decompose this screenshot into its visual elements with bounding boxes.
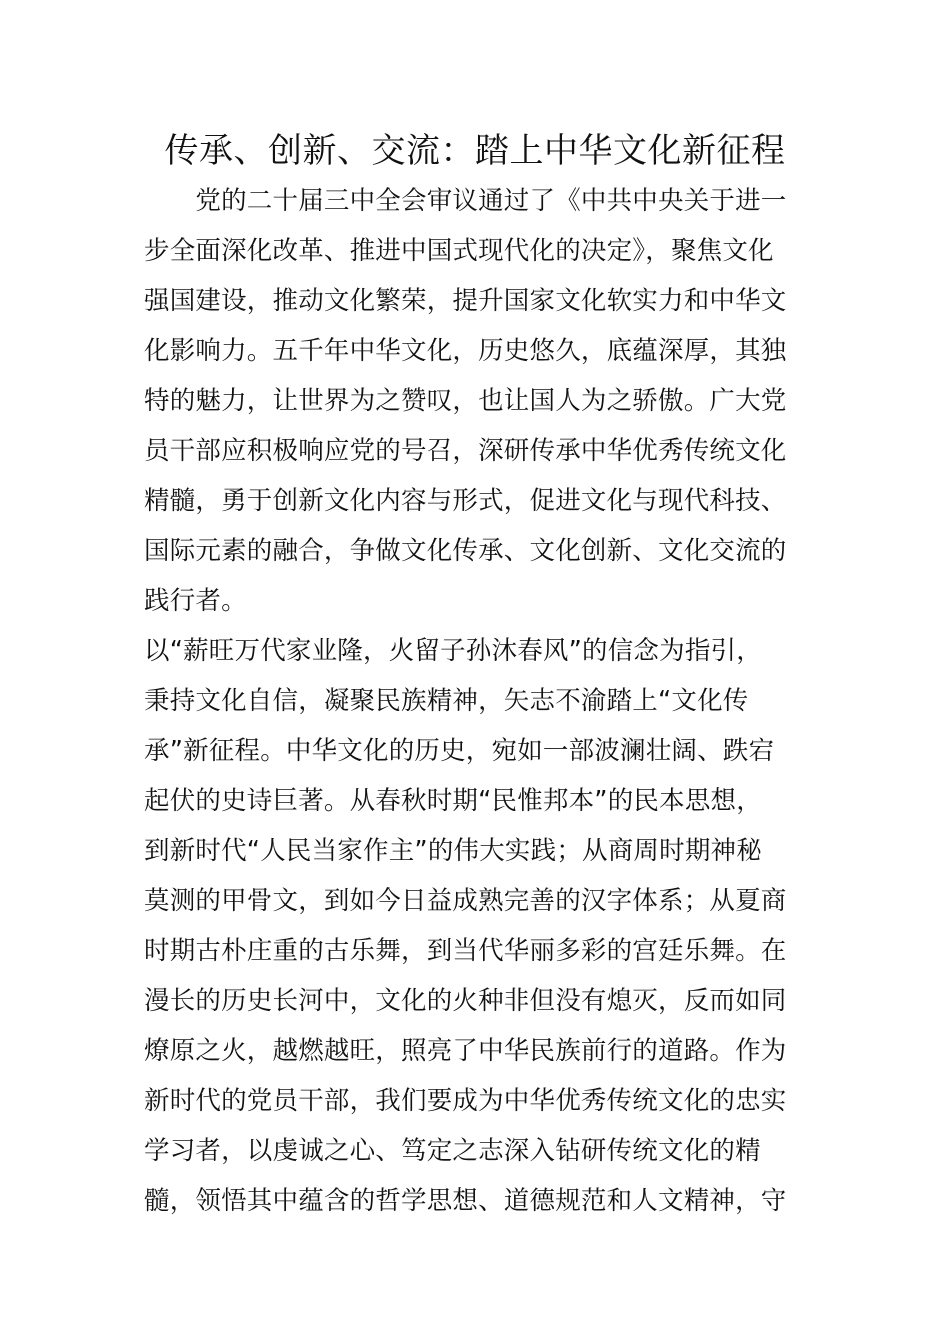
text-line: 时期古朴庄重的古乐舞，到当代华丽多彩的宫廷乐舞。在 [144, 936, 787, 966]
text-line: 漫长的历史长河中，文化的火种非但没有熄灭，反而如同 [144, 986, 787, 1016]
text-line: 强国建设，推动文化繁荣，提升国家文化软实力和中华文 [144, 286, 787, 316]
text-line: 莫测的甲骨文，到如今日益成熟完善的汉字体系；从夏商 [144, 886, 787, 916]
text-line: 新时代的党员干部，我们要成为中华优秀传统文化的忠实 [144, 1086, 787, 1116]
text-line: 国际元素的融合，争做文化传承、文化创新、文化交流的 [144, 536, 787, 566]
text-line: 燎原之火，越燃越旺，照亮了中华民族前行的道路。作为 [144, 1036, 787, 1066]
text-line: 到新时代“人民当家作主”的伟大实践；从商周时期神秘 [144, 836, 762, 866]
text-line: 起伏的史诗巨著。从春秋时期“民惟邦本”的民本思想， [144, 786, 762, 816]
text-line: 秉持文化自信，凝聚民族精神，矢志不渝踏上“文化传 [144, 686, 749, 716]
text-line: 践行者。 [144, 586, 247, 616]
text-line: 步全面深化改革、推进中国式现代化的决定》，聚焦文化 [144, 236, 774, 266]
document-title: 传承、创新、交流：踏上中华文化新征程 [164, 131, 786, 171]
text-line: 特的魅力，让世界为之赞叹，也让国人为之骄傲。广大党 [144, 386, 787, 416]
text-line: 承”新征程。中华文化的历史，宛如一部波澜壮阔、跌宕 [144, 736, 775, 766]
text-line: 党的二十届三中全会审议通过了《中共中央关于进一 [144, 186, 787, 216]
text-line: 学习者，以虔诚之心、笃定之志深入钻研传统文化的精 [144, 1136, 761, 1166]
text-line: 化影响力。五千年中华文化，历史悠久，底蕴深厚，其独 [144, 336, 787, 366]
document-body [144, 176, 808, 1226]
text-line: 以“薪旺万代家业隆，火留子孙沐春风”的信念为指引， [144, 636, 762, 666]
text-line: 员干部应积极响应党的号召，深研传承中华优秀传统文化 [144, 436, 787, 466]
text-line: 精髓，勇于创新文化内容与形式，促进文化与现代科技、 [144, 486, 787, 516]
text-line: 髓，领悟其中蕴含的哲学思想、道德规范和人文精神，守 [144, 1186, 787, 1216]
